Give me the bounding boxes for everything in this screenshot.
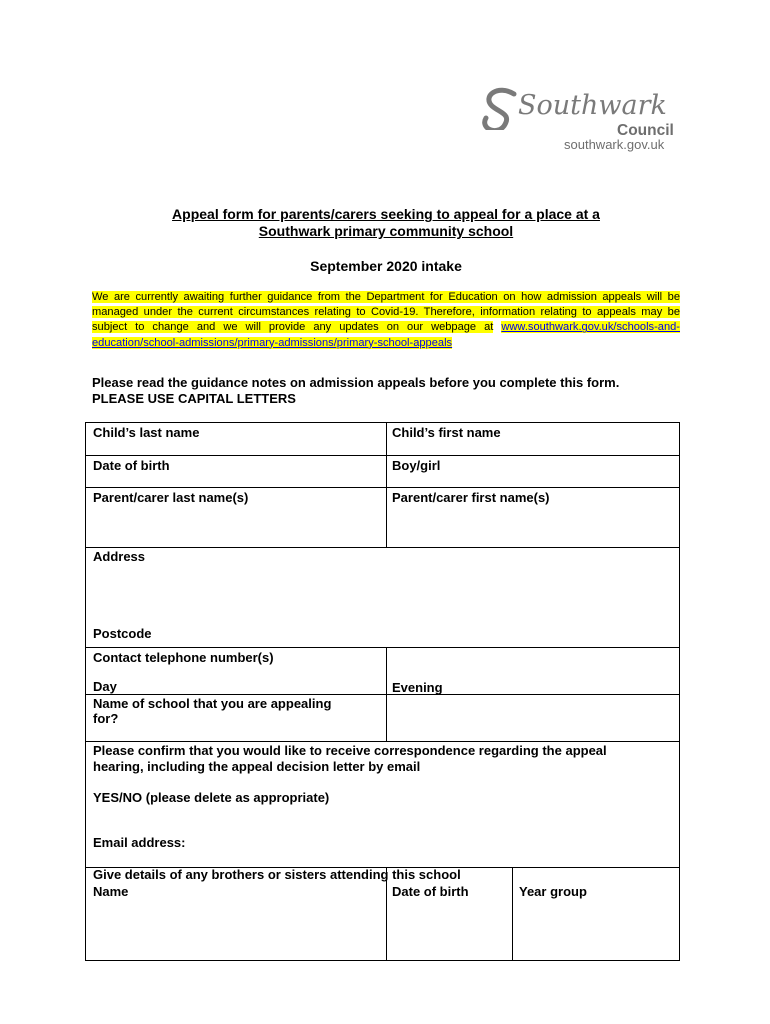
logo-url: southwark.gov.uk (564, 137, 665, 152)
title-line-2: Southwark primary community school (258, 223, 514, 239)
southwark-council-logo (478, 80, 688, 156)
covid-notice (92, 290, 680, 351)
appeal-form-table (85, 422, 680, 961)
date-of-birth-label: Date of birth (93, 458, 170, 473)
email-address-label: Email address: (93, 835, 186, 850)
email-consent-line-2: hearing, including the appeal decision letter by email (93, 759, 421, 774)
child-last-name-label: Child’s last name (93, 425, 200, 440)
sibling-year-group-header: Year group (519, 884, 587, 899)
sibling-name-header: Name (93, 884, 129, 899)
instructions-line-2: PLEASE USE CAPITAL LETTERS (92, 391, 296, 406)
sibling-dob-header: Date of birth (392, 884, 469, 899)
form-title (92, 206, 680, 240)
title-line-1: Appeal form for parents/carers seeking to appeal for a place at a (172, 206, 600, 222)
parent-first-name-label: Parent/carer first name(s) (392, 490, 550, 505)
school-name-label-line-2: for? (93, 711, 119, 726)
logo-council: Council (617, 122, 674, 139)
notice-text: We are currently awaiting further guidance from the Department for Education on how admission appeals will be managed under the current circumstances relating to Covid-19. Therefore, information relating to appeals may be subject to change and we will provide any updates on our webpage at (92, 291, 680, 334)
evening-label: Evening (392, 680, 443, 695)
postcode-label: Postcode (93, 626, 152, 641)
day-label: Day (93, 679, 117, 694)
contact-phone-label: Contact telephone number(s) (93, 650, 274, 665)
intake-heading: September 2020 intake (310, 258, 462, 274)
logo-wordmark: Southwark (518, 90, 667, 121)
parent-last-name-label: Parent/carer last name(s) (93, 490, 249, 505)
appeals-webpage-link[interactable]: www.southwark.gov.uk/schools-and-education/school-admissions/primary-admissions/primary-school-appeals (92, 321, 680, 349)
yes-no-option: YES/NO (please delete as appropriate) (93, 790, 330, 805)
instructions (92, 375, 692, 407)
school-name-label-line-1: Name of school that you are appealing (93, 696, 332, 711)
siblings-heading: Give details of any brothers or sisters attending this school (93, 867, 461, 882)
email-consent-line-1: Please confirm that you would like to receive correspondence regarding the appeal (93, 743, 607, 758)
address-label: Address (93, 549, 146, 564)
child-first-name-label: Child’s first name (392, 425, 501, 440)
instructions-line-1: Please read the guidance notes on admission appeals before you complete this form. (92, 375, 620, 390)
boy-girl-label: Boy/girl (392, 458, 441, 473)
